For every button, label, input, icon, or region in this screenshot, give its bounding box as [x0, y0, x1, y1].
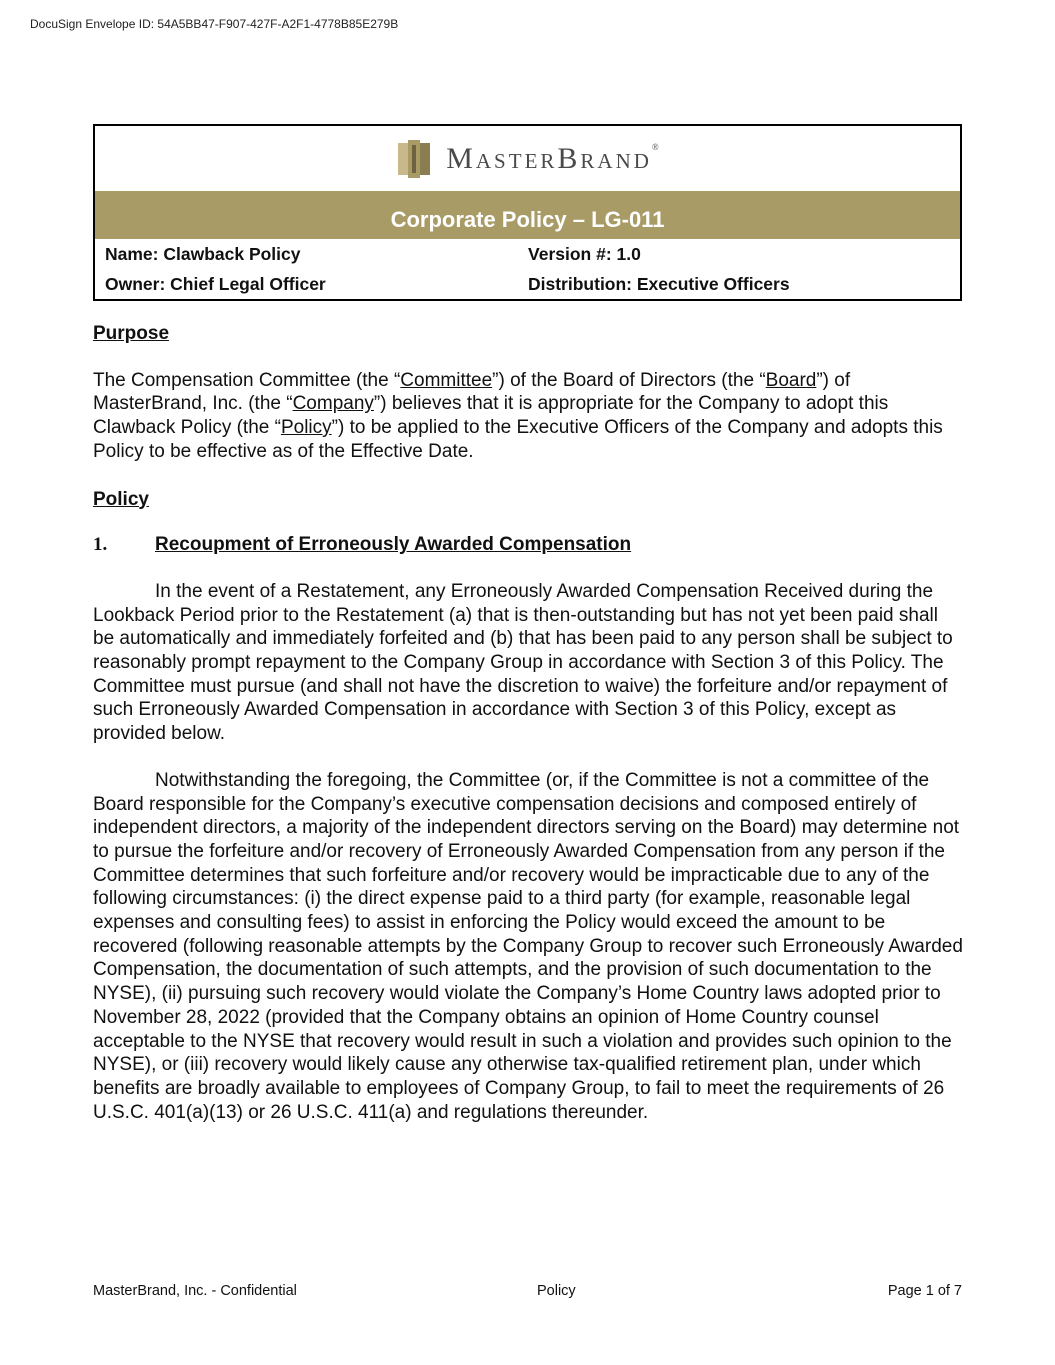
footer-company: MasterBrand, Inc. - Confidential: [93, 1283, 297, 1299]
footer-page-number: Page 1 of 7: [887, 1283, 962, 1299]
section-1-paragraph-1: In the event of a Restatement, any Erroneously Awarded Compensation Received during the Lookback Period prior to the Restatement (a) that is then-outstanding but has not yet been paid shall be automatically and immediately forfeited and (b) that has been paid to any person shall be subject to reasonably prompt repayment to the Company Group in accordance with Section 3 of this Policy. The Committee must pursue (and shall not have the discretion to waive) the forfeiture and/or repayment of such Erroneously Awarded Compensation in accordance with Section 3 of this Policy, except as provided below.: [93, 580, 953, 745]
term-committee: Committee: [400, 369, 493, 391]
masterbrand-logo-icon: [396, 139, 432, 179]
document-body: [93, 322, 963, 1124]
term-company: Company: [292, 393, 374, 415]
policy-owner: Owner: Chief Legal Officer: [105, 273, 326, 294]
logo-wordmark: MasterBrand®: [446, 141, 659, 175]
footer-doc-type: Policy: [537, 1283, 576, 1299]
purpose-heading: Purpose: [93, 323, 170, 344]
section-title: Recoupment of Erroneously Awarded Compensation: [155, 534, 632, 556]
meta-row-1: [95, 239, 960, 269]
section-1-heading: [93, 533, 963, 557]
policy-heading: Policy: [93, 488, 149, 510]
policy-name: Name: Clawback Policy: [105, 243, 301, 264]
docusign-envelope-id: DocuSign Envelope ID: 54A5BB47-F907-427F-A2F1-4778B85E279B: [30, 17, 399, 31]
term-policy: Policy: [280, 417, 332, 439]
policy-version: Version #: 1.0: [528, 243, 641, 264]
meta-row-2: [95, 269, 960, 299]
logo: [95, 126, 960, 191]
policy-distribution: Distribution: Executive Officers: [528, 273, 790, 294]
policy-title: Corporate Policy – LG-011: [95, 191, 960, 239]
section-1-paragraph-2: Notwithstanding the foregoing, the Committee (or, if the Committee is not a committee of the Board responsible for the Company’s executive compensation decisions and composed entirely of independent directors, a majority of the independent directors serving on the Board) may determine not to pursue the forfeiture and/or recovery of Erroneously Awarded Compensation from any person if the Committee determines that such forfeiture and/or recovery would be impracticable due to any of the following circumstances: (i) the direct expense paid to a third party (for example, reasonable legal expenses and consulting fees) to assist in enforcing the Policy would exceed the amount to be recovered (following reasonable attempts by the Company Group to recover such Erroneously Awarded Compensation, the documentation of such attempts, and the provision of such documentation to the NYSE), (ii) pursuing such recovery would violate the Company’s Home Country laws adopted prior to November 28, 2022 (provided that the Company obtains an opinion of Home Country counsel acceptable to the NYSE that recovery would result in such a violation and provides such opinion to the NYSE), or (iii) recovery would likely cause any otherwise tax-qualified retirement plan, under which benefits are broadly available to employees of Company Group, to fail to meet the requirements of 26 U.S.C. 401(a)(13) or 26 U.S.C. 411(a) and regulations thereunder.: [93, 769, 963, 1123]
term-board: Board: [765, 369, 817, 391]
section-number: 1.: [93, 534, 108, 556]
purpose-paragraph: The Compensation Committee (the “Committee”) of the Board of Directors (the “Board”) of MasterBrand, Inc. (the “Company”) believes that it is appropriate for the Company to adopt this Clawback Policy (the “Policy”) to be applied to the Executive Officers of the Company and adopts this Policy to be effective as of the Effective Date.: [93, 369, 943, 462]
policy-header-box: [93, 124, 962, 301]
